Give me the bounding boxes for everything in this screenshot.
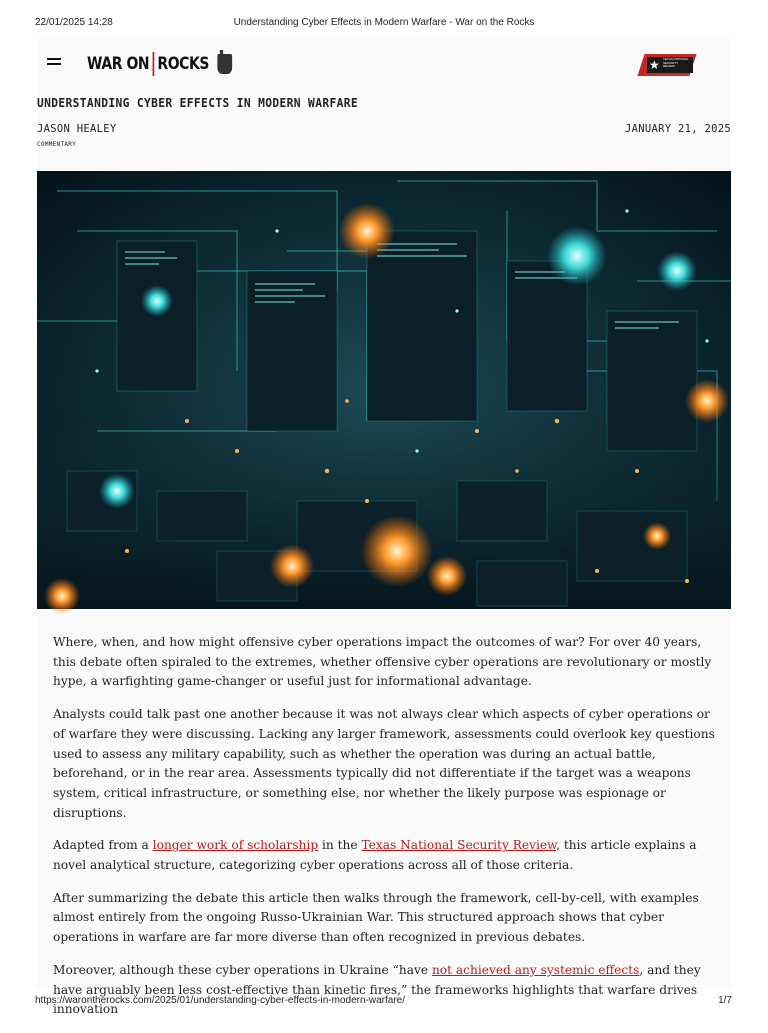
site-logo[interactable] [87, 51, 232, 77]
tnsr-badge-text: TEXAS NATIONAL SECURITY REVIEW [663, 57, 689, 68]
rock-glass-icon [217, 54, 232, 74]
page-number: 1/7 [718, 995, 732, 1006]
author-link[interactable]: JASON HEALEY [37, 123, 117, 135]
article-body [53, 633, 717, 1033]
paragraph-2: Analysts could talk past one another because it was not always clear which aspects of cyber operations or of warfare they were discussing. Lacking any larger framework, assessments could overlook key questions used to assess any military capability, such as whether the operation was during an actual battle, beforehand, or in the rear area. Assessments typically did not differentiate if the target was a weapons system, critical infrastructure, or something else, nor whether the likely purpose was espionage or disruptions. [53, 707, 715, 820]
print-url: https://warontherocks.com/2025/01/understanding-cyber-effects-in-modern-warfare/ [35, 995, 405, 1006]
paragraph-1: Where, when, and how might offensive cyber operations impact the outcomes of war? For over 40 years, this debate often spiraled to the extremes, whether offensive cyber operations are revolutionary or mostly hype, a warfighting game-changer or useful just for informational advantage. [53, 635, 712, 689]
print-header [0, 17, 768, 31]
logo-text-left: WAR ON [87, 54, 150, 74]
star-icon: ★ [649, 58, 660, 72]
cyber-city-illustration [37, 171, 731, 609]
print-date: 22/01/2025 14:28 [35, 17, 113, 28]
paragraph-5: Moreover, although these cyber operations in Ukraine “have not achieved any systemic effects, and they have arguably been less cost-effective than kinetic fires,” the frameworks highlights that warfare drives innovation [53, 962, 701, 1017]
print-footer [0, 995, 768, 1009]
paragraph-4: After summarizing the debate this article then walks through the framework, cell-by-cell, with examples almost entirely from the ongoing Russo-Ukrainian War. This structured approach shows that cyber operations in warfare are far more diverse than often recognized in previous debates. [53, 890, 699, 945]
hero-image [37, 171, 731, 609]
logo-text-right: ROCKS [157, 54, 210, 74]
category-link[interactable]: COMMENTARY [37, 141, 77, 148]
byline [37, 123, 731, 137]
paragraph-3: Adapted from a longer work of scholarship in the Texas National Security Review, this article explains a novel analytical structure, categorizing cyber operations across all of those criteria. [53, 838, 697, 873]
article-headline: UNDERSTANDING CYBER EFFECTS IN MODERN WARFARE [37, 95, 358, 110]
tnsr-badge[interactable] [641, 54, 705, 76]
print-title: Understanding Cyber Effects in Modern Warfare - War on the Rocks [233, 17, 535, 28]
publish-date: JANUARY 21, 2025 [625, 123, 731, 135]
site-header [37, 38, 731, 94]
systemic-effects-link[interactable]: not achieved any systemic effects [431, 962, 640, 977]
scholarship-link[interactable]: longer work of scholarship [152, 838, 319, 853]
hamburger-menu-icon[interactable] [47, 58, 61, 68]
tnsr-link[interactable]: Texas National Security Review [361, 838, 557, 853]
